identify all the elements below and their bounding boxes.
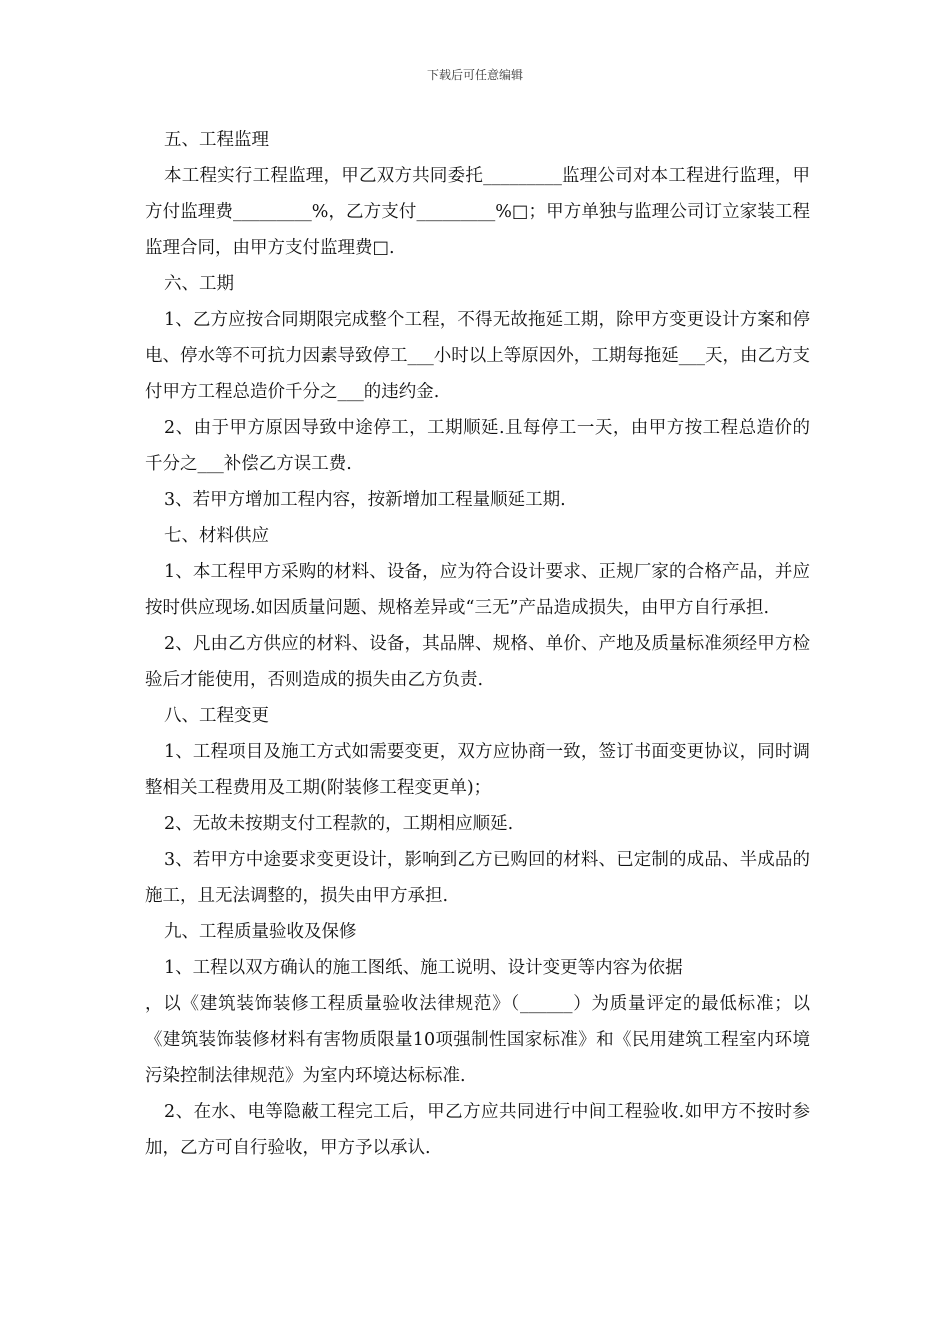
paragraph: 2、无故未按期支付工程款的，工期相应顺延.	[164, 814, 514, 834]
document-body	[145, 122, 810, 1166]
section-heading-materials: 七、材料供应	[164, 526, 269, 546]
paragraph: 1、本工程甲方采购的材料、设备，应为符合设计要求、正规厂家的合格产品，并应按时供应现场.如因质量问题、规格差异或“三无”产品造成损失，由甲方自行承担.	[145, 562, 810, 618]
paragraph: ，以《建筑装饰装修工程质量验收法律规范》（______）为质量评定的最低标准；以《建筑装饰装修材料有害物质限量10项强制性国家标准》和《民用建筑工程室内环境污染控制法律规范》为室内环境达标标准.	[145, 994, 810, 1086]
paragraph: 本工程实行工程监理，甲乙双方共同委托_________监理公司对本工程进行监理，甲方付监理费_________%，乙方支付_________%□；甲方单独与监理公司订立家装工程监理合同，由甲方支付监理费□.	[145, 166, 810, 258]
paragraph: 2、由于甲方原因导致中途停工，工期顺延.且每停工一天，由甲方按工程总造价的千分之___补偿乙方误工费.	[145, 418, 810, 474]
paragraph: 1、工程项目及施工方式如需要变更，双方应协商一致，签订书面变更协议，同时调整相关工程费用及工期(附装修工程变更单)；	[145, 742, 810, 798]
section-heading-quality: 九、工程质量验收及保修	[164, 922, 357, 942]
section-heading-supervision: 五、工程监理	[164, 130, 269, 150]
paragraph: 1、乙方应按合同期限完成整个工程，不得无故拖延工期，除甲方变更设计方案和停电、停水等不可抗力因素导致停工___小时以上等原因外，工期每拖延___天，由乙方支付甲方工程总造价千分之___的违约金.	[145, 310, 810, 402]
paragraph: 3、若甲方中途要求变更设计，影响到乙方已购回的材料、已定制的成品、半成品的施工，且无法调整的，损失由甲方承担.	[145, 850, 810, 906]
section-heading-schedule: 六、工期	[164, 274, 234, 294]
paragraph: 1、工程以双方确认的施工图纸、施工说明、设计变更等内容为依据	[164, 958, 683, 978]
section-heading-changes: 八、工程变更	[164, 706, 269, 726]
page-header: 下载后可任意编辑	[426, 68, 523, 82]
paragraph: 2、在水、电等隐蔽工程完工后，甲乙方应共同进行中间工程验收.如甲方不按时参加，乙方可自行验收，甲方予以承认.	[145, 1102, 810, 1158]
paragraph: 3、若甲方增加工程内容，按新增加工程量顺延工期.	[164, 490, 566, 510]
paragraph: 2、凡由乙方供应的材料、设备，其品牌、规格、单价、产地及质量标准须经甲方检验后才能使用，否则造成的损失由乙方负责.	[145, 634, 810, 690]
